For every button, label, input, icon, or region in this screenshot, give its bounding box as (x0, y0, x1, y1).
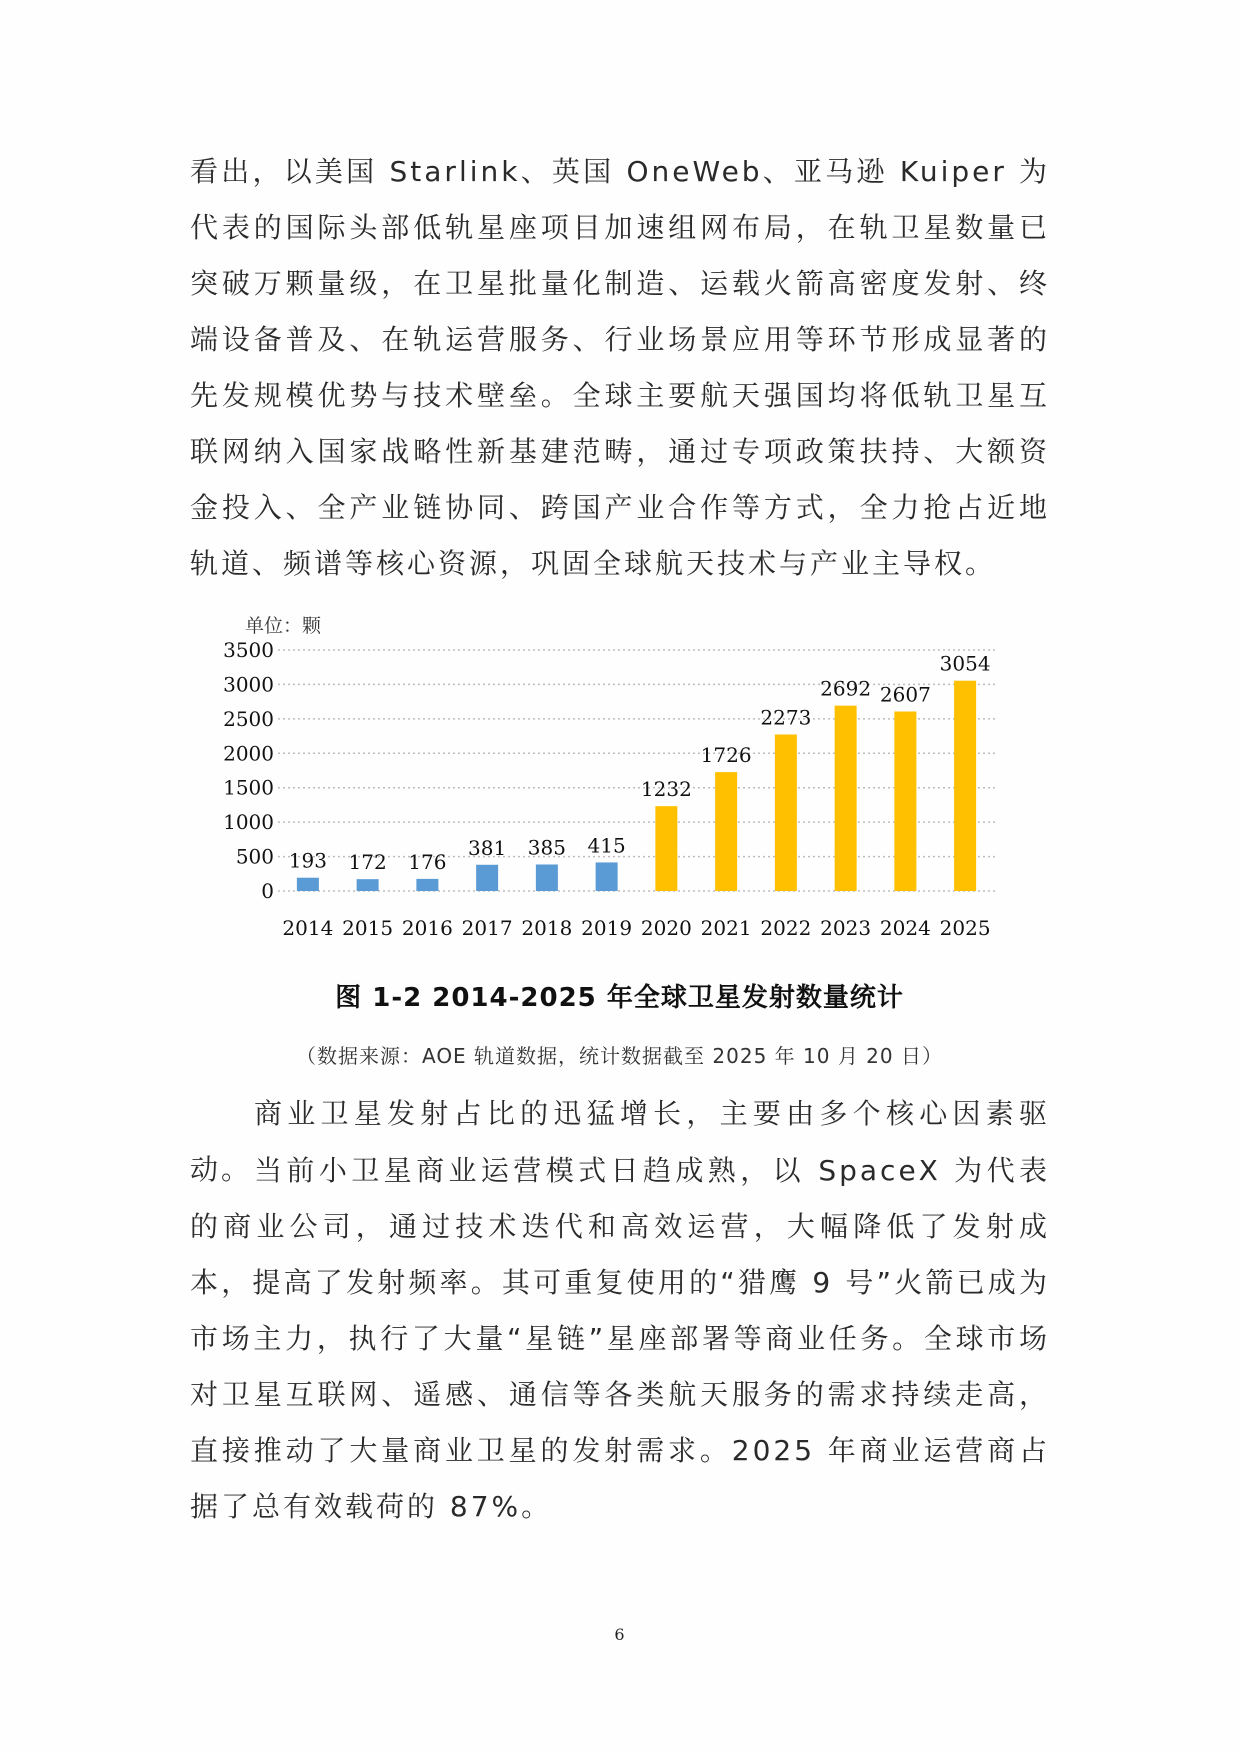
chart-svg (0, 600, 1239, 980)
data-label-2022: 2273 (760, 705, 812, 730)
data-label-2021: 1726 (700, 743, 752, 768)
y-tick-label: 2500 (223, 706, 274, 731)
x-tick-label-2025: 2025 (939, 916, 991, 940)
bar-2017 (476, 865, 498, 891)
y-tick-label: 3500 (223, 638, 274, 662)
x-tick-label-2014: 2014 (282, 916, 334, 940)
bar-2019 (596, 862, 618, 891)
data-label-2016: 176 (408, 849, 447, 874)
bar-2018 (536, 864, 558, 891)
body-paragraph-2: 商业卫星发射占比的迅猛增长，主要由多个核心因素驱动。 (190, 1097, 1050, 1186)
data-label-2020: 1232 (640, 777, 692, 802)
y-tick-label: 500 (235, 844, 274, 869)
data-label-2025: 3054 (939, 651, 991, 676)
data-label-2017: 381 (468, 835, 507, 860)
page-number: 6 (614, 1625, 625, 1644)
y-tick-label: 0 (261, 879, 274, 903)
data-label-2019: 415 (587, 833, 626, 858)
y-tick-label: 1500 (223, 775, 274, 800)
x-tick-label-2018: 2018 (521, 916, 573, 940)
x-tick-label-2022: 2022 (760, 916, 812, 940)
data-label-2023: 2692 (820, 676, 872, 701)
bar-2014 (297, 878, 319, 891)
x-tick-label-2021: 2021 (700, 916, 752, 940)
x-tick-label-2024: 2024 (879, 916, 931, 940)
body-paragraph-3: 当前小卫星商业运营模式日趋成熟，以 SpaceX 为代表的商业公司，通过技术迭代和高效运营，大幅降低了发射成本，提高了发射频率。其可重复使用的“猎鹰 9 号”火箭已成为市场主力，执行了大量“星链”星座部署等商业任务。全球市场对卫星互联网、遥感、通信等各类航天服务的需求持续走高，直接推动了大量商业卫星的发射需求。2025 年商业运营商占据了总有效载荷的 87%。 (190, 1154, 1050, 1523)
bar-2016 (416, 879, 438, 891)
data-label-2018: 385 (527, 835, 566, 860)
x-tick-label-2023: 2023 (820, 916, 872, 940)
y-tick-label: 2000 (223, 741, 274, 766)
x-tick-label-2020: 2020 (640, 916, 692, 940)
y-tick-label: 1000 (223, 810, 274, 835)
bar-2022 (775, 734, 797, 891)
body-paragraph-1: 看出，以美国 Starlink、英国 OneWeb、亚马逊 Kuiper 为代表的国际头部低轨星座项目加速组网布局，在轨卫星数量已突破万颗量级，在卫星批量化制造、运载火箭高密度发射、终端设备普及、在轨运营服务、行业场景应用等环节形成显著的先发规模优势与技术壁垒。全球主要航天强国均将低轨卫星互联网纳入国家战略性新基建范畴，通过专项政策扶持、大额资金投入、全产业链协同、跨国产业合作等方式，全力抢占近地轨道、频谱等核心资源，巩固全球航天技术与产业主导权。 (190, 155, 1050, 580)
bar-2024 (894, 711, 916, 891)
chart-unit-label: 单位：颗 (245, 615, 322, 637)
bar-2021 (715, 772, 737, 891)
x-tick-label-2015: 2015 (342, 916, 394, 940)
y-tick-label: 3000 (223, 672, 274, 697)
figure-source: （数据来源：AOE 轨道数据，统计数据截至 2025 年 10 月 20 日） (295, 1044, 943, 1068)
launch-count-chart (0, 600, 1239, 980)
data-label-2014: 193 (288, 848, 327, 873)
x-tick-label-2017: 2017 (461, 916, 513, 940)
data-label-2024: 2607 (879, 682, 931, 707)
bar-2023 (835, 706, 857, 891)
figure-title: 图 1-2 2014-2025 年全球卫星发射数量统计 (335, 983, 904, 1013)
data-label-2015: 172 (348, 850, 387, 875)
bar-2015 (357, 879, 379, 891)
bar-2025 (954, 681, 976, 891)
x-tick-label-2016: 2016 (401, 916, 453, 940)
bar-2020 (655, 806, 677, 891)
x-tick-label-2019: 2019 (581, 916, 633, 940)
